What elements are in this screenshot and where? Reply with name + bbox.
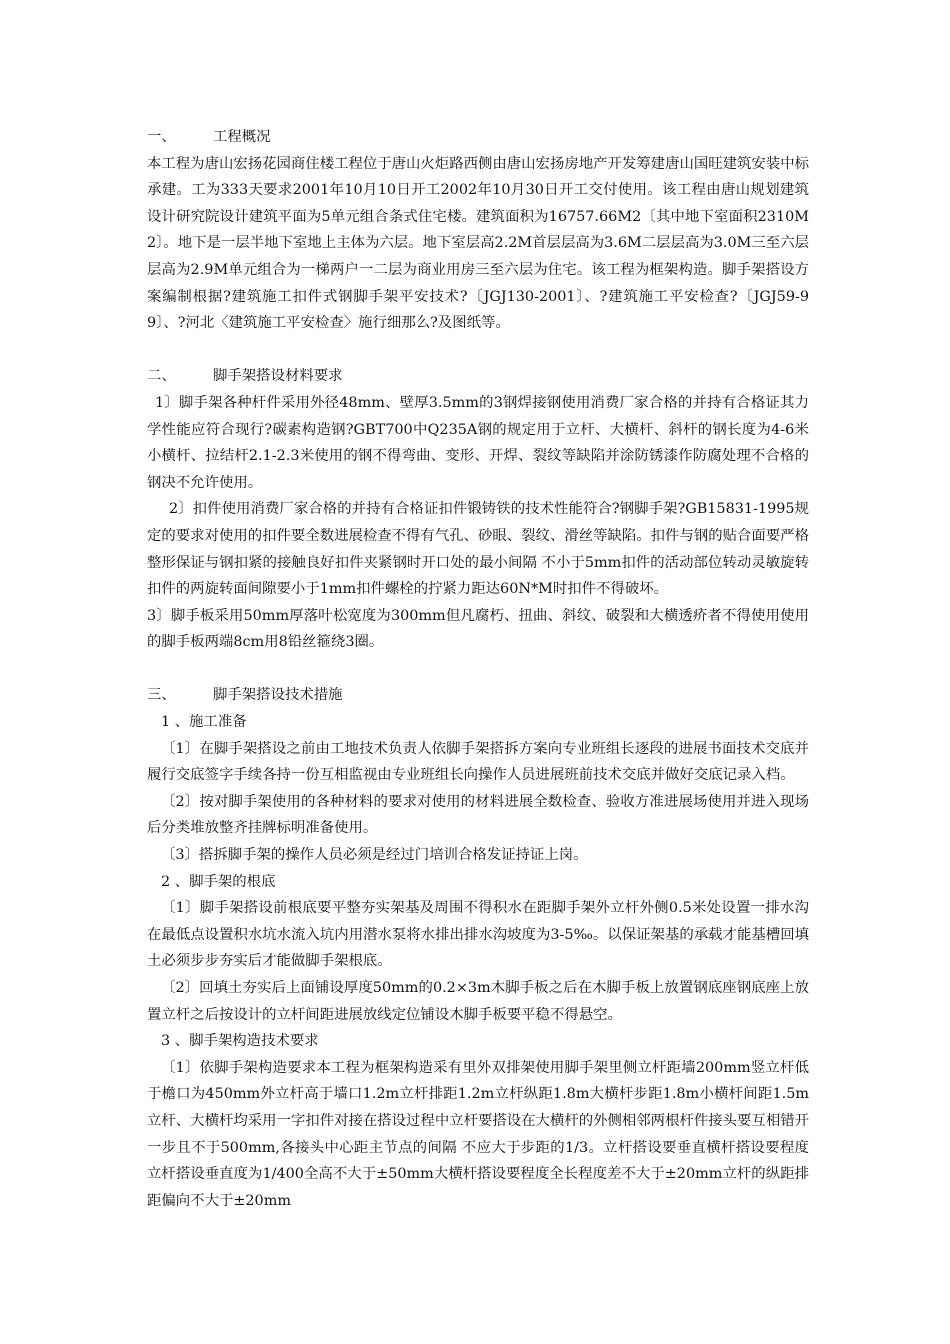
paragraph: 3〕脚手板采用50mm厚落叶松宽度为300mm但凡腐朽、扭曲、斜纹、破裂和大横透疥者不得使用使用的脚手板两端8cm用8铅丝箍绕3圈。 <box>147 607 809 651</box>
section-number: 三、 <box>147 687 176 704</box>
paragraph: 〔1〕依脚手架构造要求本工程为框架构造采有里外双排架使用脚手架里侧立杆距墙200mm竖立杆低于檐口为450mm外立杆高于墙口1.2m立杆排距1.2m立杆纵距1.8m大横杆步距1.8m小横杆间距1.5m立杆、大横杆均采用一字扣件对接在搭设过程中立杆要搭设在大横杆的外侧相邻两根杆件接头要互相错开一步且不于500mm,各接头中心距主节点的间隔 不应大于步距的1/3。立杆搭设要垂直横杆搭设要程度立杆搭设垂直度为1/400全高不大于±50mm大横杆搭设要程度全长程度差不大于±20mm立杆的纵距排距偏向不大于±20mm <box>147 1059 809 1209</box>
paragraph: 〔2〕回填土夯实后上面铺设厚度50mm的0.2×3m木脚手板之后在木脚手板上放置钢底座钢底座上放置立杆之后按设计的立杆间距进展放线定位铺设木脚手板要平稳不得悬空。 <box>147 980 809 1023</box>
subsection-heading: 3 、脚手架构造技术要求 <box>161 1033 319 1050</box>
section-number: 二、 <box>147 368 176 385</box>
paragraph: 本工程为唐山宏扬花园商住楼工程位于唐山火炬路西侧由唐山宏扬房地产开发筹建唐山国旺建筑安装中标承建。工为333天要求2001年10月10日开工2002年10月30日开工交付使用。该工程由唐山规划建筑设计研究院设计建筑平面为5单元组合条式住宅楼。建筑面积为16757.66M2〔其中地下室面积2310M2〕。地下是一层半地下室地上主体为六层。地下室层高2.2M首层层高为3.6M二层层高为3.0M三至六层层高为2.9M单元组合为一梯两户一二层为商业用房三至六层为住宅。该工程为框架构造。脚手架搭设方案编制根据?建筑施工扣件式钢脚手架平安技术?〔JGJ130-2001〕、?建筑施工平安检查?〔JGJ59-99〕、?河北〈建筑施工平安检查〉施行细那么?及图纸等。 <box>147 155 809 332</box>
section-title: 工程概况 <box>213 129 271 145</box>
paragraph: 〔3〕搭拆脚手架的操作人员必须是经过门培训合格发证持证上岗。 <box>161 847 588 864</box>
subsection-heading: 1 、施工准备 <box>161 714 247 731</box>
section-heading-1 <box>147 124 809 151</box>
paragraph: 2〕扣件使用消费厂家合格的并持有合格证扣件锻铸铁的技术性能符合?钢脚手架?GB15831-1995规定的要求对使用的扣件要全数进展检查不得有气孔、砂眼、裂纹、滑丝等缺陷。扣件与钢的贴合面要严格整形保证与钢扣紧的接触良好扣件夹紧钢时开口处的最小间隔 不小于5mm扣件的活动部位转动灵敏旋转扣件的两旋转面间隙要小于1mm扣件螺栓的拧紧力距达60N*M时扣件不得破坏。 <box>147 501 809 598</box>
section-title: 脚手架搭设材料要求 <box>213 368 343 385</box>
section-heading-3 <box>147 682 809 709</box>
paragraph: 〔1〕在脚手架搭设之前由工地技术负责人依脚手架搭拆方案向专业班组长逐段的进展书面技术交底并履行交底签字手续各持一份互相监视由专业班组长向操作人员进展班前技术交底并做好交底记录入档。 <box>147 740 809 784</box>
paragraph: 〔2〕按对脚手架使用的各种材料的要求对使用的材料进展全数检查、验收方准进展场使用并进入现场后分类堆放整齐挂牌标明准备使用。 <box>147 793 809 837</box>
section-heading-2 <box>147 363 809 390</box>
paragraph: 〔1〕脚手架搭设前根底要平整夯实架基及周围不得积水在距脚手架外立杆外侧0.5米处设置一排水沟在最低点设置积水坑水流入坑内用潜水泵将水排出排水沟坡度为3-5‰。以保证架基的承载才能基槽回填土必须步步夯实后才能做脚手架根底。 <box>147 900 809 970</box>
section-number: 一、 <box>147 129 176 145</box>
paragraph: 1〕脚手架各种杆件采用外径48mm、壁厚3.5mm的3钢焊接钢使用消费厂家合格的并持有合格证其力学性能应符合现行?碳素构造钢?GBT700中Q235A钢的规定用于立杆、大横杆、斜杆的钢长度为4-6米小横杆、拉结杆2.1-2.3米使用的钢不得弯曲、变形、开焊、裂纹等缺陷并涂防锈漆作防腐处理不合格的钢决不允许使用。 <box>147 394 809 491</box>
blank-line <box>147 656 809 683</box>
section-title: 脚手架搭设技术措施 <box>213 687 343 704</box>
blank-line <box>147 337 809 364</box>
document-body <box>147 124 809 1214</box>
subsection-heading: 2 、脚手架的根底 <box>161 873 276 890</box>
